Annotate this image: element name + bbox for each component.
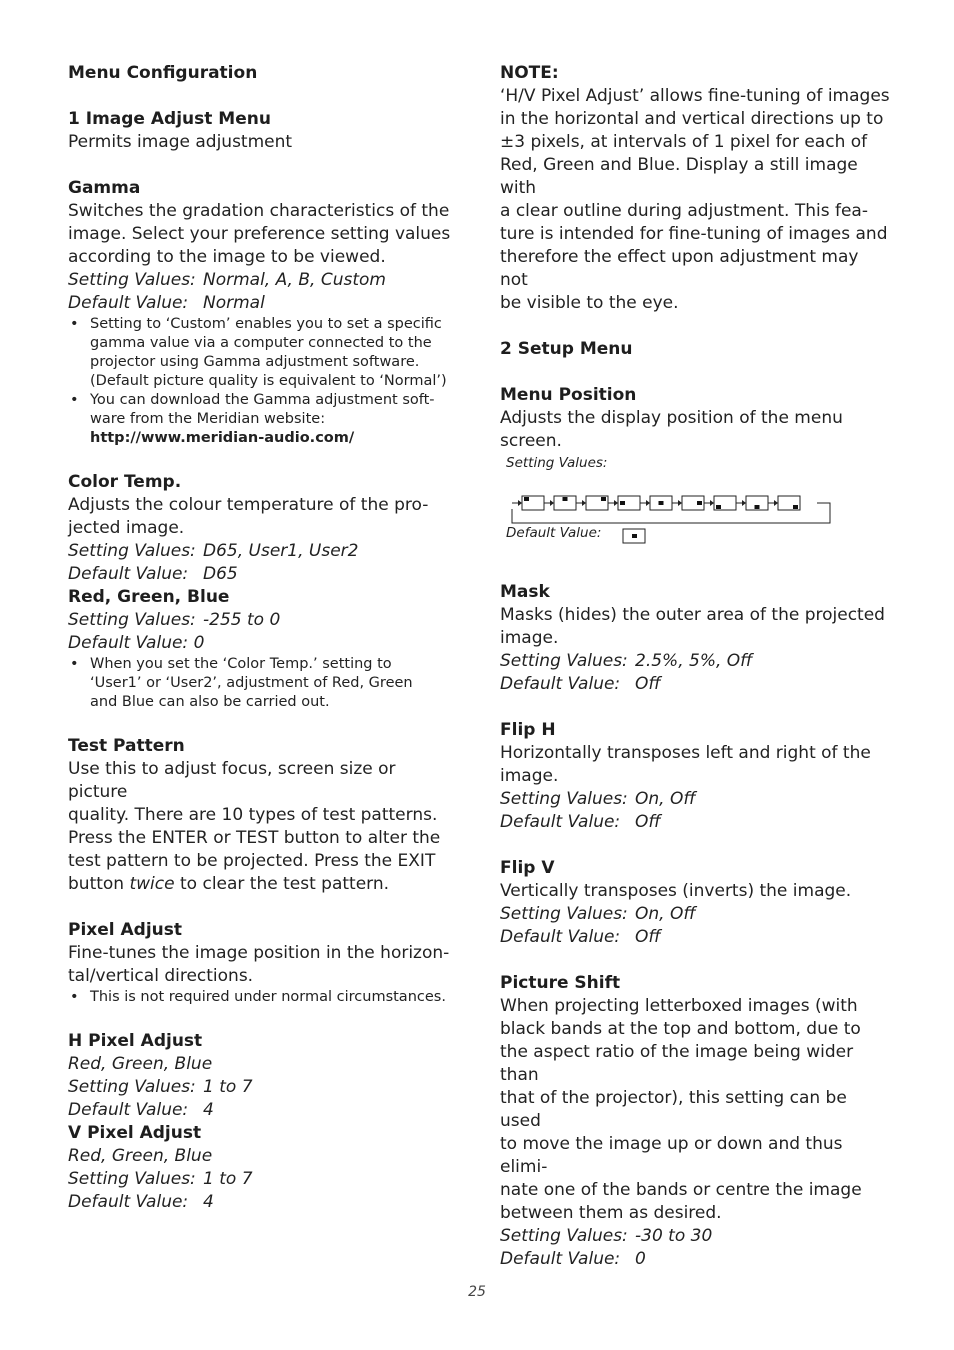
default-value: D65 xyxy=(203,564,238,584)
position-dot-top-center xyxy=(563,497,568,501)
menu-position-diagram xyxy=(500,455,890,563)
position-dot-top-left xyxy=(524,497,529,501)
color-temp-setting-values xyxy=(68,540,460,563)
h-pixel-adjust-sub: Red, Green, Blue xyxy=(68,1054,213,1074)
h-pixel-setting-values xyxy=(68,1076,460,1099)
position-dot-top-right xyxy=(601,497,606,501)
bullet-icon: • xyxy=(70,989,79,1005)
bullet-icon: • xyxy=(70,392,79,408)
setting-value: -255 to 0 xyxy=(203,610,281,630)
setting-value: On, Off xyxy=(635,789,696,809)
default-value: Off xyxy=(635,812,661,832)
setting-label: Setting Values: xyxy=(68,610,196,630)
diagram-default-label: Default Value: xyxy=(506,525,602,541)
position-dot-center xyxy=(659,501,664,505)
arrow-head-icon xyxy=(678,500,682,506)
default-label: Default Value: xyxy=(68,1192,189,1212)
mask-setting-values xyxy=(500,650,890,673)
arrow-head-icon xyxy=(550,500,554,506)
arrow-head-icon xyxy=(646,500,650,506)
list-item: • When you set the ‘Color Temp.’ setting to ‘User1’ or ‘User2’, adjustment of Red, Green and Blue can also be carried out. xyxy=(70,656,413,710)
right-column xyxy=(500,62,890,1271)
v-pixel-adjust-sub: Red, Green, Blue xyxy=(68,1146,213,1166)
pixel-adjust-desc: Fine-tunes the image position in the horizon- tal/vertical directions. xyxy=(68,943,450,986)
default-label: Default Value: xyxy=(68,293,189,313)
default-value: 4 xyxy=(203,1192,214,1212)
setting-value: 2.5%, 5%, Off xyxy=(635,651,753,671)
color-temp-default-value xyxy=(68,563,460,586)
rgb-setting-values xyxy=(68,609,460,632)
v-pixel-adjust-heading: V Pixel Adjust xyxy=(68,1123,202,1143)
default-label: Default Value: xyxy=(500,1249,621,1269)
page-number: 25 xyxy=(468,1284,486,1300)
default-label: Default Value: xyxy=(68,564,189,584)
flip-h-heading: Flip H xyxy=(500,720,556,740)
bullet-icon: • xyxy=(70,656,79,672)
setting-label: Setting Values: xyxy=(500,651,628,671)
arrow-head-icon xyxy=(582,500,586,506)
mask-default-value xyxy=(500,673,890,696)
default-position-icon xyxy=(622,527,648,545)
bullet-icon: • xyxy=(70,316,79,332)
default-label: Default Value: xyxy=(68,1100,189,1120)
default-value: 0 xyxy=(635,1249,646,1269)
default-label: Default Value: xyxy=(500,812,621,832)
setting-label: Setting Values: xyxy=(500,789,628,809)
setting-label: Setting Values: xyxy=(500,904,628,924)
gamma-heading: Gamma xyxy=(68,178,141,198)
setting-label: Setting Values: xyxy=(68,1077,196,1097)
test-pattern-heading: Test Pattern xyxy=(68,736,185,756)
arrow-head-icon xyxy=(614,500,618,506)
arrow-head-icon xyxy=(518,500,522,506)
flip-v-desc: Vertically transposes (inverts) the image. xyxy=(500,881,852,901)
picture-shift-heading: Picture Shift xyxy=(500,973,621,993)
default-label: Default Value: xyxy=(500,927,621,947)
default-label: Default Value: xyxy=(500,674,621,694)
gamma-default-value xyxy=(68,292,460,315)
setting-value: 1 to 7 xyxy=(203,1169,253,1189)
setting-label: Setting Values: xyxy=(68,541,196,561)
setting-label: Setting Values: xyxy=(68,270,196,290)
list-item: • Setting to ‘Custom’ enables you to set a specific gamma value via a computer connected to the projector using Gamma adjustment software. (Default picture quality is equivalent to ‘Normal’) xyxy=(70,316,447,389)
section-desc-image-adjust: Permits image adjustment xyxy=(68,132,293,152)
flip-h-default-value xyxy=(500,811,890,834)
pixel-adjust-notes xyxy=(68,988,460,1007)
list-item: • This is not required under normal circumstances. xyxy=(70,989,446,1005)
arrow-head-icon xyxy=(710,500,714,506)
diagram-setting-label: Setting Values: xyxy=(506,455,608,471)
v-pixel-setting-values xyxy=(68,1168,460,1191)
gamma-setting-values xyxy=(68,269,460,292)
position-dot-middle-right xyxy=(697,501,702,505)
default-value: 4 xyxy=(203,1100,214,1120)
h-pixel-adjust-heading: H Pixel Adjust xyxy=(68,1031,203,1051)
setting-value: -30 to 30 xyxy=(635,1226,713,1246)
note-desc: ‘H/V Pixel Adjust’ allows fine-tuning of images in the horizontal and vertical directions up to ±3 pixels, at intervals of 1 pixel for each of Red, Green and Blue. Display a still image with a clear outline during adjustment. This fea- ture is intended for fine-tuning of images and therefore the effect upon adjustment may not be visible to the eye. xyxy=(500,86,890,313)
picture-shift-setting-values xyxy=(500,1225,890,1248)
setting-value: On, Off xyxy=(635,904,696,924)
arrow-head-icon xyxy=(774,500,778,506)
menu-position-desc: Adjusts the display position of the menu screen. xyxy=(500,408,843,451)
menu-position-heading: Menu Position xyxy=(500,385,637,405)
left-column xyxy=(68,62,460,1214)
v-pixel-default-value xyxy=(68,1191,460,1214)
rgb-notes xyxy=(68,655,460,712)
default-value: Off xyxy=(635,927,661,947)
position-dot-bottom-right xyxy=(793,505,798,509)
section-heading-setup: 2 Setup Menu xyxy=(500,339,633,359)
rgb-default-value: Default Value: 0 xyxy=(68,633,205,653)
h-pixel-default-value xyxy=(68,1099,460,1122)
flip-v-heading: Flip V xyxy=(500,858,555,878)
setting-value: Normal, A, B, Custom xyxy=(203,270,386,290)
color-temp-heading: Color Temp. xyxy=(68,472,182,492)
list-item: • You can download the Gamma adjustment soft- ware from the Meridian website: http://www.meridian-audio.com/ xyxy=(68,391,460,448)
position-dot-middle-left xyxy=(620,501,625,505)
mask-heading: Mask xyxy=(500,582,550,602)
mask-desc: Masks (hides) the outer area of the projected image. xyxy=(500,605,885,648)
picture-shift-default-value xyxy=(500,1248,890,1271)
gamma-desc: Switches the gradation characteristics of the image. Select your preference setting values according to the image to be viewed. xyxy=(68,201,451,267)
setting-label: Setting Values: xyxy=(68,1169,196,1189)
arrow-head-icon xyxy=(742,500,746,506)
color-temp-desc: Adjusts the colour temperature of the pro- jected image. xyxy=(68,495,429,538)
default-value: Normal xyxy=(203,293,265,313)
flip-h-setting-values xyxy=(500,788,890,811)
setting-value: 1 to 7 xyxy=(203,1077,253,1097)
position-dot-bottom-left xyxy=(716,505,721,509)
gamma-notes xyxy=(68,315,460,448)
section-heading-image-adjust: 1 Image Adjust Menu xyxy=(68,109,271,129)
default-value: Off xyxy=(635,674,661,694)
rgb-heading: Red, Green, Blue xyxy=(68,587,230,607)
page-title: Menu Configuration xyxy=(68,63,258,83)
flip-v-default-value xyxy=(500,926,890,949)
setting-value: D65, User1, User2 xyxy=(203,541,359,561)
flip-v-setting-values xyxy=(500,903,890,926)
note-heading: NOTE: xyxy=(500,63,559,83)
test-pattern-desc: Use this to adjust focus, screen size or picture quality. There are 10 types of test patterns. Press the ENTER or TEST button to alter the test pattern to be projected. Press the EXIT button twice to clear the test pattern. xyxy=(68,759,441,894)
setting-label: Setting Values: xyxy=(500,1226,628,1246)
position-dot-bottom-center xyxy=(755,505,760,509)
picture-shift-desc: When projecting letterboxed images (with black bands at the top and bottom, due to the aspect ratio of the image being wider than that of the projector), this setting can be used to move the image up or down and thus elimi- nate one of the bands or centre the image between them as desired. xyxy=(500,996,862,1223)
pixel-adjust-heading: Pixel Adjust xyxy=(68,920,183,940)
website-link[interactable]: http://www.meridian-audio.com/ xyxy=(90,430,355,446)
flip-h-desc: Horizontally transposes left and right of the image. xyxy=(500,743,871,786)
